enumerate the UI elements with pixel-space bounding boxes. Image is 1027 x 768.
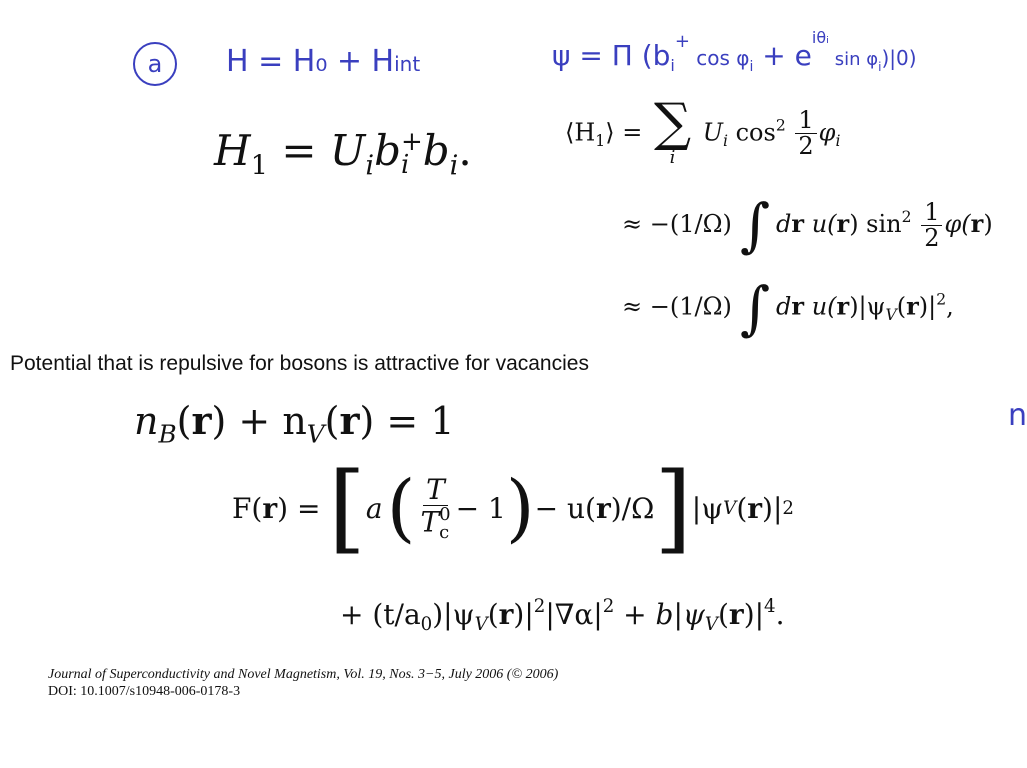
equation-free-energy-line2: + $(t/a_0)|\psi_V(r)|^2|\nabla\alpha|^2 + b|\psi_V(r)|^4$. <box>340 596 785 636</box>
sum-operator: ∑ i <box>653 93 692 168</box>
fraction-one-half: $\frac{1}{2}$ <box>795 108 816 159</box>
fraction-t-over-tc: T T 0 c <box>420 473 451 543</box>
equation-expectation-h1: $⟨H_1⟩$ = ∑ i $U_i$ $\cos^2$ $\frac{1}{2}$ $\varphi_i$ <box>565 93 841 168</box>
handwritten-wavefunction: ψ = Π ($b_i^+$ $\cos \varphi_i + e^{i\theta ᵢ}$ $\sin \varphi_i)|0$) <box>552 28 917 75</box>
fraction-one-half-2: $\frac{1}{2}$ <box>921 200 942 251</box>
equation-approx-psi: ≈ −(1/Ω) ∫ dr $u(r)|\psi_V(r)|^2$, <box>622 274 954 342</box>
handwritten-hamiltonian: H = H₀ + Hint <box>226 44 421 79</box>
caption-text: Potential that is repulsive for bosons is attractive for vacancies <box>10 352 589 375</box>
handwritten-edge-mark: n <box>1008 398 1027 433</box>
equation-h1-operator: $H_1 = U_ib$ + i $b_i$. <box>214 126 472 182</box>
circled-a-label: a <box>133 42 177 86</box>
equation-free-energy-line1: F( r ) = [ a ( T T 0 c − 1 ) − u( r )/Ω ] |ψ V ( r )| 2 <box>232 452 794 564</box>
equation-density-sum: $n_B(r) + n_V(r) = 1$ <box>134 398 455 449</box>
doi-reference: DOI: 10.1007/s10948-006-0178-3 <box>48 684 241 699</box>
equation-approx-sin: ≈ −(1/Ω) ∫ dr u(r) $\sin^2$ $\frac{1}{2}$ φ(r) <box>622 191 993 260</box>
journal-reference: Journal of Superconductivity and Novel Magnetism, Vol. 19, Nos. 3−5, July 2006 (© 2006) <box>48 667 559 682</box>
